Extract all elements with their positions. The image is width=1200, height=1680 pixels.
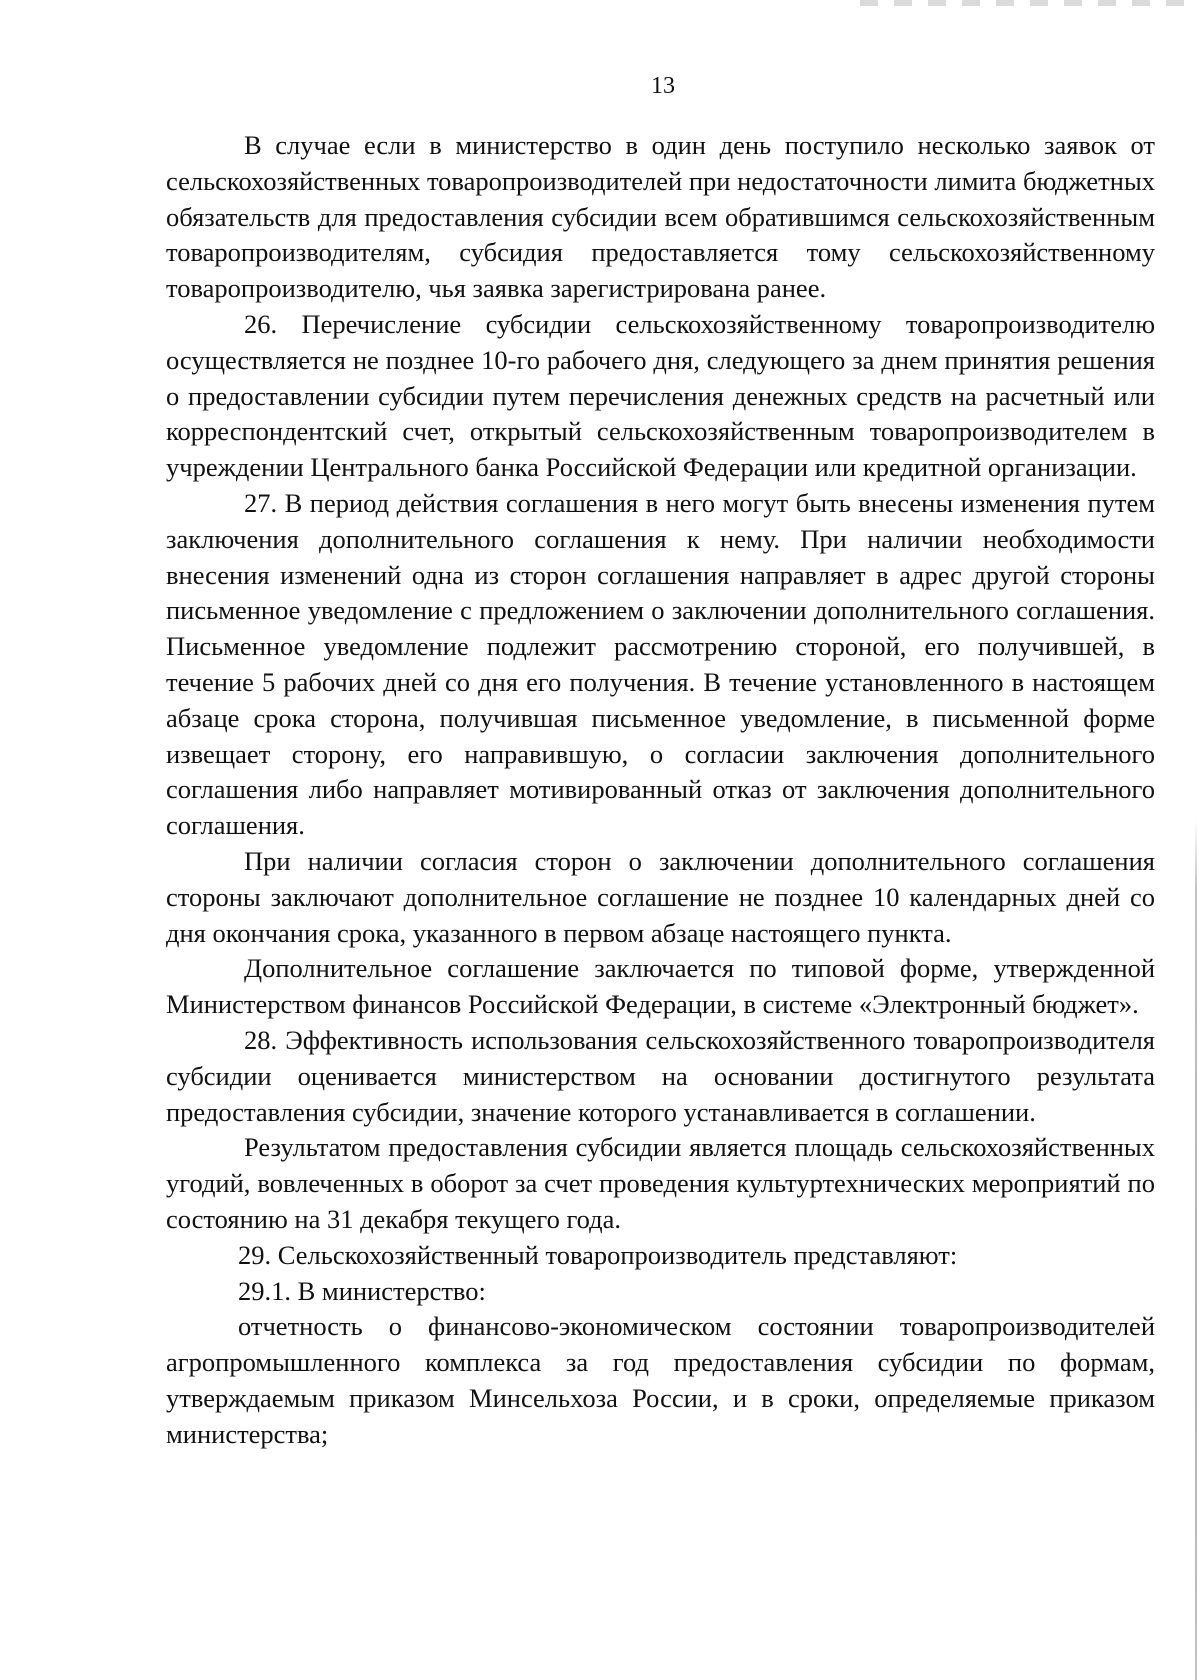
paragraph-27: 27. В период действия соглашения в него могут быть внесены изменения путем заключения дополнительного соглашения к нему. При наличии необходимости внесения изменений одна из сторон соглашения направляет в адрес другой стороны письменное уведомление с предложением о заключении дополнительного соглашения. Письменное уведомление подлежит рассмотрению стороной, его получившей, в течение 5 рабочих дней со дня его получения. В течение установленного в настоящем абзаце срока сторона, получившая письменное уведомление, в письменной форме извещает сторону, его направившую, о согласии заключения дополнительного соглашения либо направляет мотивированный отказ от заключения дополнительного соглашения.: [166, 487, 1155, 841]
paragraph-application-priority: В случае если в министерство в один день поступило несколько заявок от сельскохозяйственных товаропроизводителей при недостаточности лимита бюджетных обязательств для предоставления субсидии всем обратившимся сельскохозяйственным товаропроизводителям, субсидия предоставляется тому сельскохозяйственному товаропроизводителю, чья заявка зарегистрирована ранее.: [166, 130, 1155, 304]
paragraph-29-1: 29.1. В министерство:: [238, 1275, 486, 1306]
page-number: 13: [651, 73, 675, 99]
paragraph-29: 29. Сельскохозяйственный товаропроизводитель представляют:: [238, 1239, 958, 1270]
paragraph-29-1-reporting: отчетность о финансово-экономическом состоянии товаропроизводителей агропромышленного комплекса за год предоставления субсидии по формам, утверждаемым приказом Минсельхоза России, и в сроки, определяемые приказом министерства;: [166, 1311, 1155, 1449]
scan-artifact-top: [860, 0, 1190, 6]
scan-artifact-edge: [1195, 820, 1197, 1680]
paragraph-28-result: Результатом предоставления субсидии является площадь сельскохозяйственных угодий, вовлеченных в оборот за счет проведения культуртехнических мероприятий по состоянию на 31 декабря текущего года.: [166, 1132, 1155, 1234]
paragraph-27-typical-form: Дополнительное соглашение заключается по типовой форме, утвержденной Министерством финансов Российской Федерации, в системе «Электронный бюджет».: [166, 953, 1155, 1020]
paragraph-28: 28. Эффективность использования сельскохозяйственного товаропроизводителя субсидии оценивается министерством на основании достигнутого результата предоставления субсидии, значение которого устанавливается в соглашении.: [166, 1024, 1155, 1127]
paragraph-26: 26. Перечисление субсидии сельскохозяйственному товаропроизводителю осуществляется не позднее 10-го рабочего дня, следующего за днем принятия решения о предоставлении субсидии путем перечисления денежных средств на расчетный или корреспондентский счет, открытый сельскохозяйственным товаропроизводителем в учреждении Центрального банка Российской Федерации или кредитной организации.: [166, 308, 1155, 483]
document-body: [166, 128, 1155, 1452]
paragraph-27-consent: При наличии согласия сторон о заключении дополнительного соглашения стороны заключают дополнительное соглашение не позднее 10 календарных дней со дня окончания срока, указанного в первом абзаце настоящего пункта.: [166, 845, 1155, 948]
